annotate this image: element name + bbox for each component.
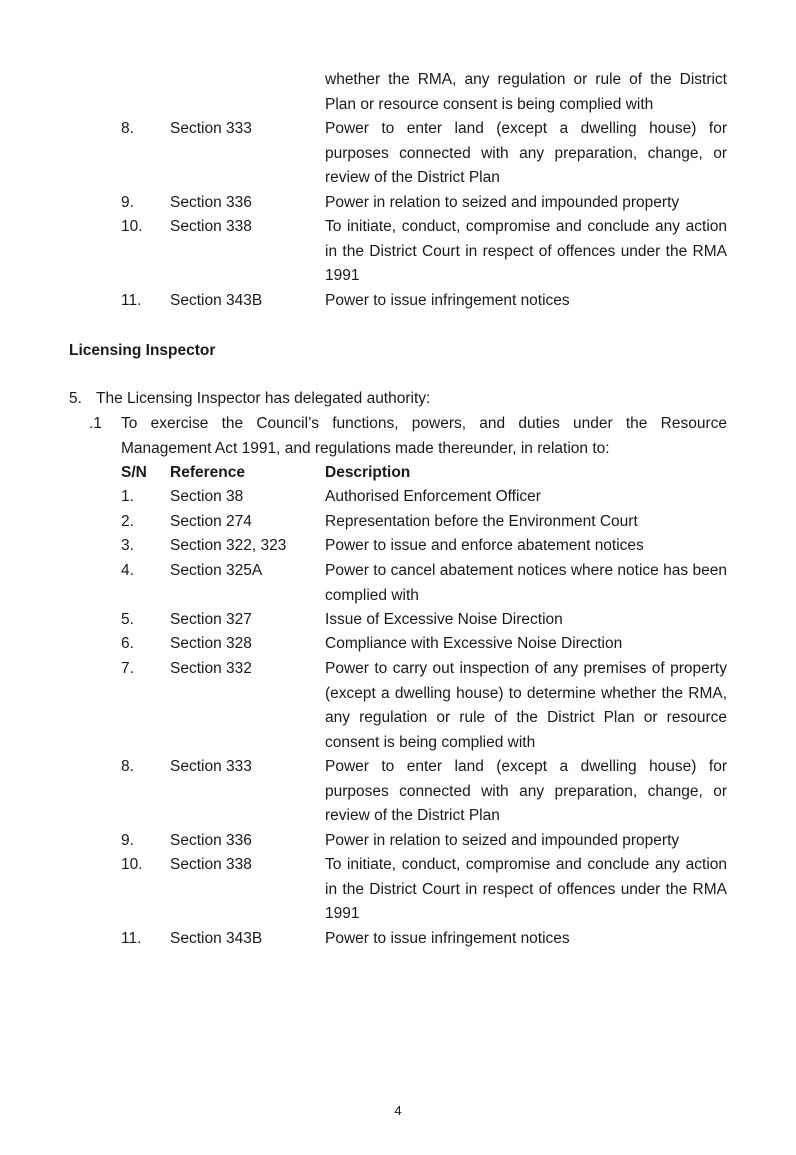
row-reference: Section 274 xyxy=(170,513,252,530)
row-description: Power to enter land (except a dwelling house) for purposes connected with any preparation, change, or review of the District Plan xyxy=(325,120,727,186)
row-description: Authorised Enforcement Officer xyxy=(325,488,541,505)
row-sn: 8. xyxy=(121,120,134,137)
row-description: Issue of Excessive Noise Direction xyxy=(325,611,563,628)
subparagraph-text: To exercise the Council’s functions, powers, and duties under the Resource Management Act 1991, and regulations made thereunder, in relation to: xyxy=(121,415,727,457)
row-description: Representation before the Environment Court xyxy=(325,513,638,530)
row-reference: Section 333 xyxy=(170,120,252,137)
section-heading: Licensing Inspector xyxy=(69,342,216,359)
row-reference: Section 325A xyxy=(170,562,263,579)
row-sn: 9. xyxy=(121,194,134,211)
row-description: Compliance with Excessive Noise Direction xyxy=(325,635,623,652)
row-sn: 11. xyxy=(121,930,142,947)
row-description: Power to issue infringement notices xyxy=(325,292,570,309)
row-reference: Section 336 xyxy=(170,194,252,211)
row-description: Power to carry out inspection of any premises of property (except a dwelling house) to determine whether the RMA, any regulation or rule of the District Plan or resource consent is being complied with xyxy=(325,660,727,751)
row-reference: Section 328 xyxy=(170,635,252,652)
row-description: Power to enter land (except a dwelling house) for purposes connected with any preparation, change, or review of the District Plan xyxy=(325,758,727,824)
row-sn: 10. xyxy=(121,218,143,235)
row-reference: Section 343B xyxy=(170,292,263,309)
row-sn: 11. xyxy=(121,292,142,309)
row-reference: Section 338 xyxy=(170,856,252,873)
row-sn: 4. xyxy=(121,562,134,579)
page-number: 4 xyxy=(394,1103,402,1118)
row-sn: 8. xyxy=(121,758,134,775)
row-description: To initiate, conduct, compromise and conclude any action in the District Court in respect of offences under the RMA 1991 xyxy=(325,856,727,922)
header-reference: Reference xyxy=(170,464,245,481)
row-sn: 1. xyxy=(121,488,134,505)
row-reference: Section 322, 323 xyxy=(170,537,287,554)
row-reference: Section 333 xyxy=(170,758,252,775)
row-reference: Section 338 xyxy=(170,218,252,235)
paragraph-text: The Licensing Inspector has delegated authority: xyxy=(96,390,431,407)
row-description: To initiate, conduct, compromise and conclude any action in the District Court in respect of offences under the RMA 1991 xyxy=(325,218,727,284)
paragraph-number: 5. xyxy=(69,390,82,407)
row-description: Power to issue infringement notices xyxy=(325,930,570,947)
row-sn: 10. xyxy=(121,856,143,873)
header-description: Description xyxy=(325,464,411,481)
row-description: Power to issue and enforce abatement notices xyxy=(325,537,644,554)
row-sn: 7. xyxy=(121,660,134,677)
row-sn: 9. xyxy=(121,832,134,849)
row-reference: Section 327 xyxy=(170,611,252,628)
row-reference: Section 332 xyxy=(170,660,252,677)
row-reference: Section 38 xyxy=(170,488,244,505)
row-sn: 5. xyxy=(121,611,134,628)
row-description: Power in relation to seized and impounded property xyxy=(325,832,680,849)
row-sn: 2. xyxy=(121,513,134,530)
row-description: Power to cancel abatement notices where notice has been complied with xyxy=(325,562,727,604)
row-sn: 6. xyxy=(121,635,134,652)
row-description: whether the RMA, any regulation or rule of the District Plan or resource consent is being complied with xyxy=(325,71,727,113)
subparagraph-number: .1 xyxy=(89,415,102,432)
header-sn: S/N xyxy=(121,464,147,481)
row-reference: Section 343B xyxy=(170,930,263,947)
row-reference: Section 336 xyxy=(170,832,252,849)
row-sn: 3. xyxy=(121,537,134,554)
row-description: Power in relation to seized and impounded property xyxy=(325,194,680,211)
